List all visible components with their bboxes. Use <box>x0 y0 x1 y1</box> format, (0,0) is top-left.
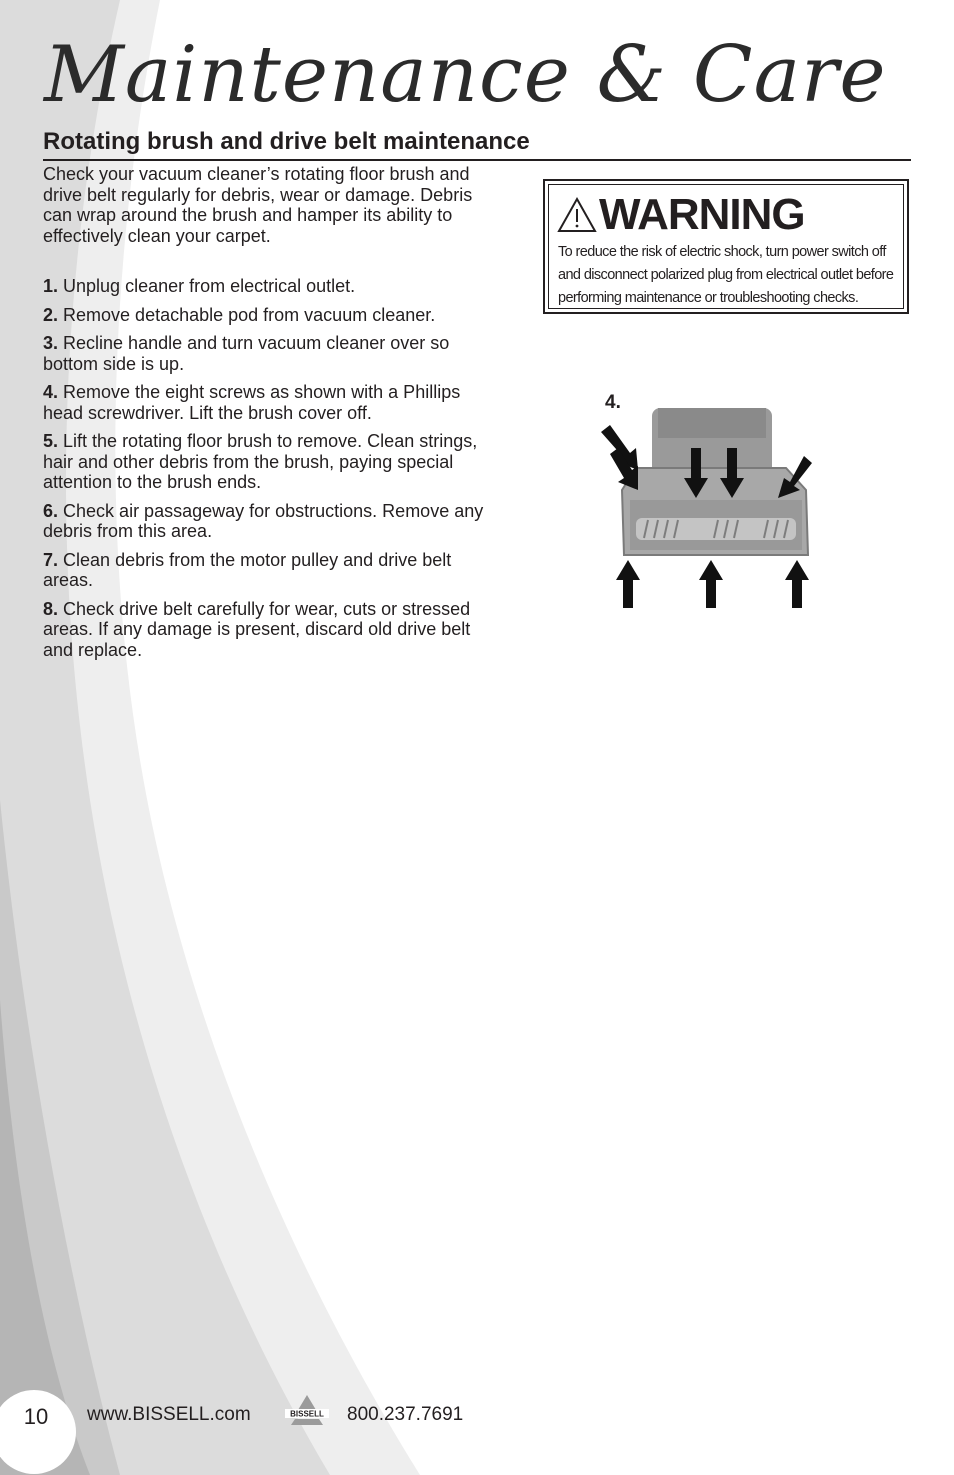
arrow-icon <box>616 560 640 608</box>
page-title: Maintenance & Care <box>44 30 887 120</box>
warning-title: WARNING <box>599 190 805 239</box>
step-number: 7. <box>43 549 59 570</box>
step-number: 3. <box>43 333 59 353</box>
warning-triangle-icon <box>557 196 597 234</box>
warning-text: To reduce the risk of electric shock, turn power switch off and disconnect polarized plug from electrical outlet before performing maintenance or troubleshooting checks. <box>558 244 894 306</box>
step-item <box>43 501 503 542</box>
bissell-logo-icon <box>283 1393 331 1427</box>
warning-box <box>543 179 909 314</box>
step-number: 8. <box>43 598 59 619</box>
step-text: Unplug cleaner from electrical outlet. <box>63 276 356 296</box>
step-number: 2. <box>43 304 59 325</box>
arrow-icon <box>785 560 809 608</box>
warning-inner-border <box>548 184 904 309</box>
step-number: 4. <box>43 382 59 402</box>
step-item <box>43 550 503 591</box>
step-text: Recline handle and turn vacuum cleaner over so bottom side is up. <box>43 333 450 374</box>
step-number: 1. <box>43 276 59 296</box>
page-number: 10 <box>23 1404 49 1429</box>
section-heading: Rotating brush and drive belt maintenance <box>43 128 911 161</box>
step-item <box>43 599 503 661</box>
warning-header <box>557 189 805 241</box>
figure-label: 4. <box>605 392 621 413</box>
vacuum-underside-illustration <box>596 390 826 615</box>
step-item <box>43 382 503 423</box>
steps-list <box>43 276 503 668</box>
footer-phone: 800.237.7691 <box>347 1404 464 1425</box>
arrow-icon <box>699 560 723 608</box>
intro-paragraph: Check your vacuum cleaner’s rotating floor brush and drive belt regularly for debris, wear or damage. Debris can wrap around the brush and hamper its ability to effectively clean your carpet. <box>43 164 473 246</box>
step-item <box>43 431 503 493</box>
step-number: 6. <box>43 500 59 521</box>
step-text: Check air passageway for obstructions. Remove any debris from this area. <box>43 500 484 541</box>
step-number: 5. <box>43 431 59 451</box>
step-item <box>43 305 503 326</box>
step-text: Clean debris from the motor pulley and drive belt areas. <box>43 549 452 590</box>
step-item <box>43 333 503 374</box>
step-text: Check drive belt carefully for wear, cuts or stressed areas. If any damage is present, discard old drive belt and replace. <box>43 598 471 660</box>
footer-website-link[interactable]: www.BISSELL.com <box>87 1404 251 1425</box>
step-text: Remove the eight screws as shown with a Phillips head screwdriver. Lift the brush cover off. <box>43 382 461 423</box>
step-text: Remove detachable pod from vacuum cleaner. <box>63 304 436 325</box>
svg-text:BISSELL: BISSELL <box>290 1409 324 1419</box>
step-text: Lift the rotating floor brush to remove. Clean strings, hair and other debris from the brush, paying special attention to the brush ends. <box>43 431 478 492</box>
step-item <box>43 276 503 297</box>
